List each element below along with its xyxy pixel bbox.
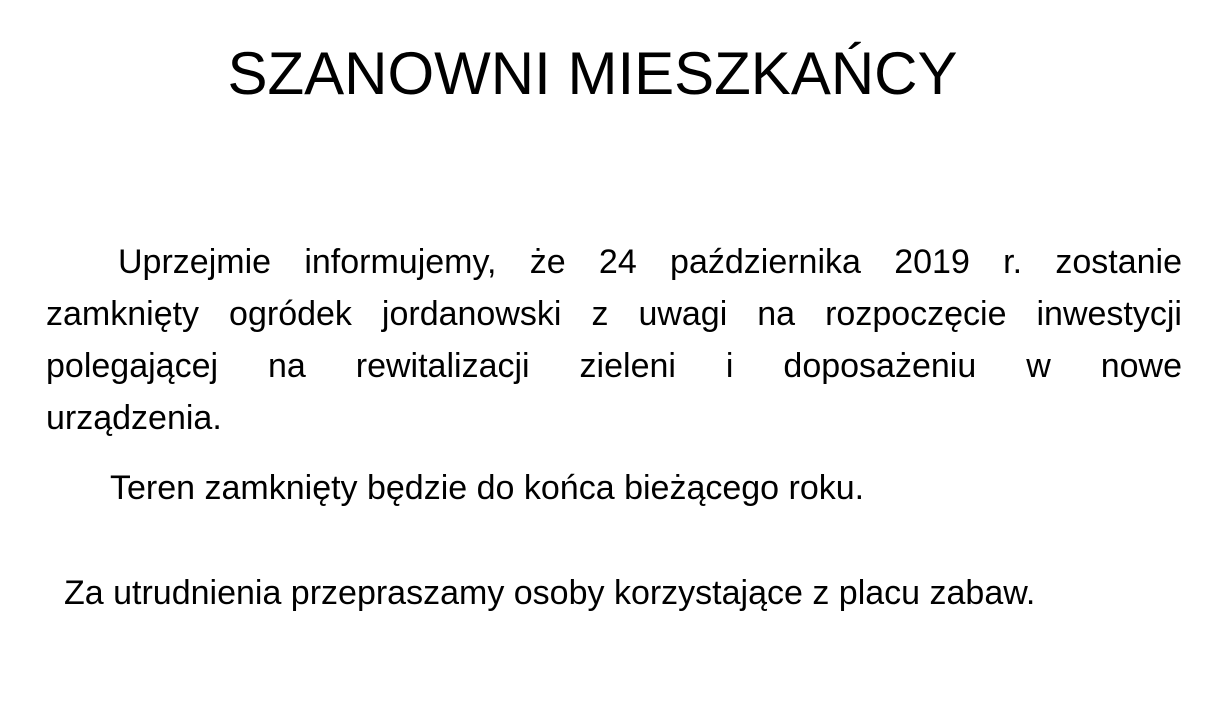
notice-paragraph-duration: Teren zamknięty będzie do końca bieżącego roku. — [110, 469, 865, 507]
paragraph-line: polegającej na rewitalizacji zieleni i doposażeniu w nowe — [46, 347, 1182, 385]
paragraph-line: Uprzejmie informujemy, że 24 października 2019 r. zostanie — [118, 243, 1182, 281]
notice-paragraph-apology: Za utrudnienia przepraszamy osoby korzystające z placu zabaw. — [64, 574, 1036, 612]
paragraph-line: urządzenia. — [46, 399, 222, 437]
notice-paragraph-closure-info — [46, 236, 1182, 444]
notice-title: SZANOWNI MIESZKAŃCY — [227, 40, 958, 107]
paragraph-line: zamknięty ogródek jordanowski z uwagi na rozpoczęcie inwestycji — [46, 295, 1182, 333]
